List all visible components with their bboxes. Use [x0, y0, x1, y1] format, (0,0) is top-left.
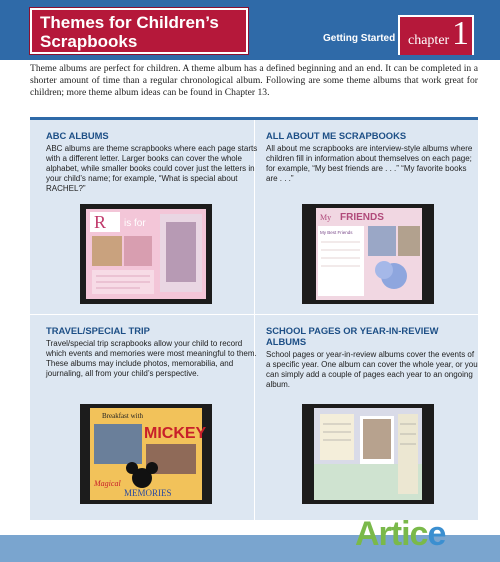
chapter-tab	[398, 15, 474, 55]
friends-page-art	[302, 204, 434, 304]
theme-grid	[30, 117, 478, 520]
cell-text: School pages or year-in-review albums cover the events of a specific year. One album can cover the whole year, or you can simply add a couple of pages each year to an ongoing album.	[266, 350, 478, 389]
cell-school-pages	[266, 325, 478, 390]
friends-my: My	[320, 213, 332, 222]
abc-page-art	[80, 204, 212, 304]
abc-letter: R	[94, 212, 107, 232]
mickey-page-art	[80, 404, 212, 504]
friends-caption: My Best Friends	[320, 230, 353, 235]
photo-mickey-page	[80, 404, 212, 504]
watermark-main: Artic	[355, 515, 428, 553]
mickey-magical: Magical	[94, 479, 121, 488]
intro-paragraph: Theme albums are perfect for children. A theme album has a defined beginning and an end. It can be completed in a shorter amount of time than a regular chronological album. Following are some theme albums that work great for children; more theme album ideas can be found in Chapter 13.	[30, 63, 478, 98]
cell-text: All about me scrapbooks are interview-style albums where children fill in information about themselves on each page; for example, “My best friends are . . .” “My favorite books are . . .”	[266, 144, 473, 183]
photo-abc-page	[80, 204, 212, 304]
page-title	[30, 8, 248, 54]
section-label: Getting Started	[323, 33, 396, 44]
abc-is-for: is for	[124, 218, 146, 229]
cell-text: ABC albums are theme scrapbooks where each page starts with a different letter. Larger books can cover the whole alphabet, while smaller books could cover just the letters in your child’s name; for example, “What is special about RACHEL?”	[46, 144, 258, 193]
mickey-title: MICKEY	[144, 425, 207, 442]
cell-title: TRAVEL/SPECIAL TRIP	[46, 325, 150, 336]
mickey-memories: MEMORIES	[124, 488, 172, 498]
cell-title: ABC ALBUMS	[46, 130, 109, 141]
chapter-word: chapter	[408, 33, 450, 48]
cell-all-about-me	[266, 130, 478, 184]
friends-title: FRIENDS	[340, 212, 384, 223]
cell-abc-albums	[46, 130, 258, 194]
watermark-accent: e	[427, 515, 446, 553]
title-line-1: Themes for Children’s	[40, 13, 219, 32]
photo-friends-page	[302, 204, 434, 304]
cell-title: ALL ABOUT ME SCRAPBOOKS	[266, 130, 407, 141]
cell-text: Travel/special trip scrapbooks allow your child to record which events and memories were most meaningful to them. These albums may include photos, memorabilia, and journaling, all from your child’s perspective.	[46, 339, 257, 378]
school-page-art	[302, 404, 434, 504]
cell-travel	[46, 325, 258, 379]
title-line-2: Scrapbooks	[40, 32, 138, 51]
chapter-number: 1	[452, 15, 469, 52]
mickey-breakfast: Breakfast with	[102, 412, 144, 420]
grid-divider-horizontal	[30, 314, 478, 315]
cell-title: SCHOOL PAGES OR YEAR-IN-REVIEW ALBUMS	[266, 325, 439, 347]
watermark-logo	[355, 515, 445, 554]
photo-school-page	[302, 404, 434, 504]
